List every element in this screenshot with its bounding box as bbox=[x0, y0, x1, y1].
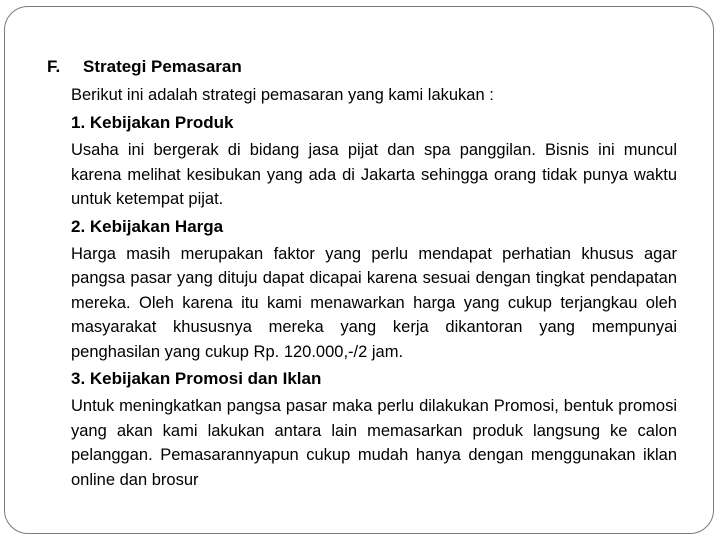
item-text-produk: Usaha ini bergerak di bidang jasa pijat dan spa panggilan. Bisnis ini muncul karena melihat kesibukan yang ada di Jakarta sehingga orang tidak punya waktu untuk ketempat pijat. bbox=[71, 141, 677, 208]
item-heading-promosi: 3. Kebijakan Promosi dan Iklan bbox=[71, 369, 322, 388]
slide-frame bbox=[4, 6, 714, 534]
slide-content bbox=[47, 55, 677, 495]
item-heading-produk: 1. Kebijakan Produk bbox=[71, 113, 234, 132]
item-heading-harga: 2. Kebijakan Harga bbox=[71, 216, 224, 236]
section-heading bbox=[47, 55, 677, 79]
section-letter: F. bbox=[47, 57, 61, 76]
item-text-promosi: Untuk meningkatkan pangsa pasar maka perlu dilakukan Promosi, bentuk promosi yang akan kami lakukan antara lain memasarkan produk langsung ke calon pelanggan. Pemasarannyapun cukup mudah hanya dengan menggunakan iklan online dan brosur bbox=[71, 397, 677, 489]
section-intro: Berikut ini adalah strategi pemasaran yang kami lakukan : bbox=[71, 86, 494, 104]
section-title: Strategi Pemasaran bbox=[83, 57, 242, 76]
item-text-harga: Harga masih merupakan faktor yang perlu mendapat perhatian khusus agar pangsa pasar yang dituju dapat dicapai karena sesuai dengan tingkat pendapatan mereka. Oleh karena itu kami menawarkan harga yang cukup terjangkau oleh masyarakat khususnya mereka yang kerja dikantoran yang mempunyai penghasilan yang cukup Rp. 120.000,-/2 jam. bbox=[71, 244, 677, 361]
section-body bbox=[47, 83, 677, 492]
